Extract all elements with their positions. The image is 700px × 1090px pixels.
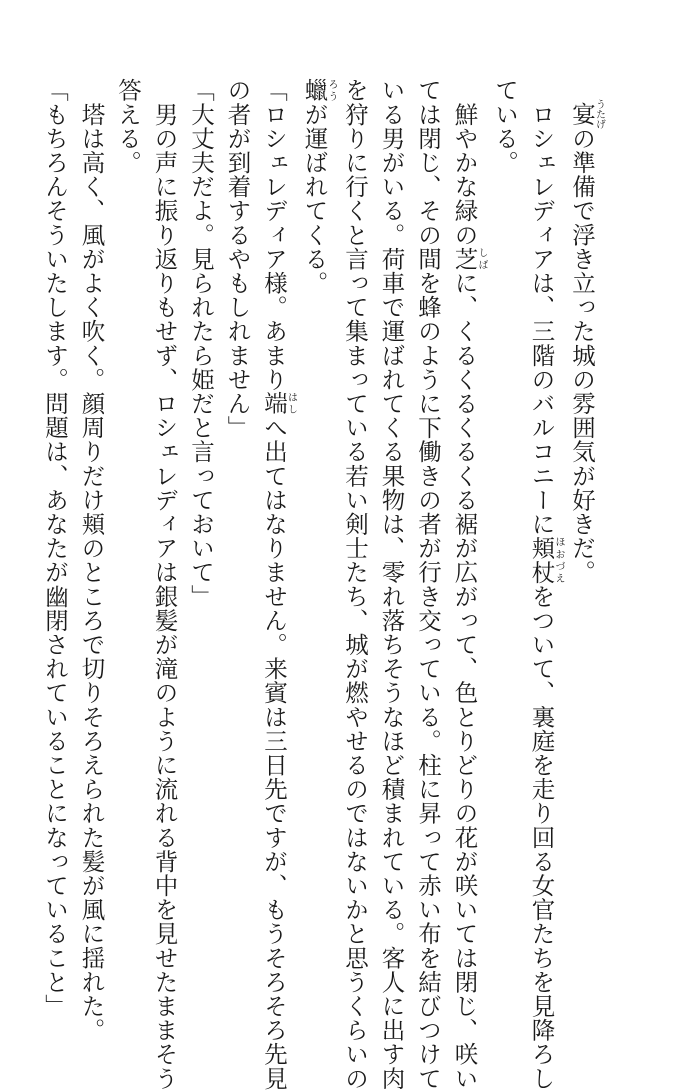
ruby-shiba: 芝しば bbox=[450, 246, 487, 271]
text-line-6: いる男がいる。荷車で運ばれてくる果物は、零れ落ちそうなほど積まれている。客人に出す肉 bbox=[377, 78, 406, 1090]
ruby-reading-rou: ろう bbox=[326, 78, 337, 103]
ruby-hashi: 端はし bbox=[260, 391, 297, 416]
ruby-utage: 宴うたげ bbox=[568, 99, 605, 130]
text-line-12: 男の声に振り返りもせず、ロシェレディアは銀髪が滝のように流れる背中を見せたままそう bbox=[150, 78, 179, 1090]
text-line-7: を狩りに行くと言って集まっている若い剣士たち、城が燃やせるのではないかと思うくらいの bbox=[341, 78, 369, 1090]
text-line-13: 答える。 bbox=[114, 78, 142, 175]
text-line-1: 宴うたげの準備で浮き立った城の雰囲気が好きだ。 bbox=[568, 99, 605, 585]
ruby-hoozue: 頬杖ほおづえ bbox=[527, 535, 564, 585]
text-line-5: ては閉じ、その間を蜂のように下働きの者が行き交っている。柱に昇って赤い布を結びつけて bbox=[414, 78, 442, 1090]
ruby-rou: 蠟ろう bbox=[300, 78, 337, 103]
text-line-11: 「大丈夫だよ。見られたら姫だと言っておいて」 bbox=[187, 78, 215, 609]
ruby-reading-utage: うたげ bbox=[593, 99, 605, 130]
text-line-8: 蠟ろうが運ばれてくる。 bbox=[300, 78, 337, 295]
ruby-reading-hoozue: ほおづえ bbox=[553, 535, 564, 585]
ruby-reading-hashi: はし bbox=[285, 391, 297, 416]
text-line-2: ロシェレディアは、三階のバルコニーに頬杖ほおづえをついて、裏庭を走り回る女官たちを見降ろし bbox=[527, 78, 564, 1090]
text-line-3: ている。 bbox=[491, 78, 519, 175]
text-line-14: 塔は高く、風がよく吹く。顔周りだけ頬のところで切りそろえられた髪が風に揺れた。 bbox=[77, 78, 106, 1042]
text-line-10: の者が到着するやもしれません」 bbox=[223, 78, 252, 440]
text-line-4: 鮮やかな緑の芝しばに、くるくるくるくる裾が広がって、色とりどりの花が咲いては閉じ、咲い bbox=[450, 78, 487, 1090]
vertical-text-body bbox=[37, 78, 605, 1090]
text-line-15: 「もちろんそういたします。問題は、あなたが幽閉されていることになっていること」 bbox=[41, 78, 69, 1018]
ruby-reading-shiba: しば bbox=[476, 246, 487, 271]
text-line-9: 「ロシェレディア様。あまり端はしへ出てはなりません。来賓は三日先ですが、もうそろそろ先見 bbox=[260, 78, 297, 1090]
